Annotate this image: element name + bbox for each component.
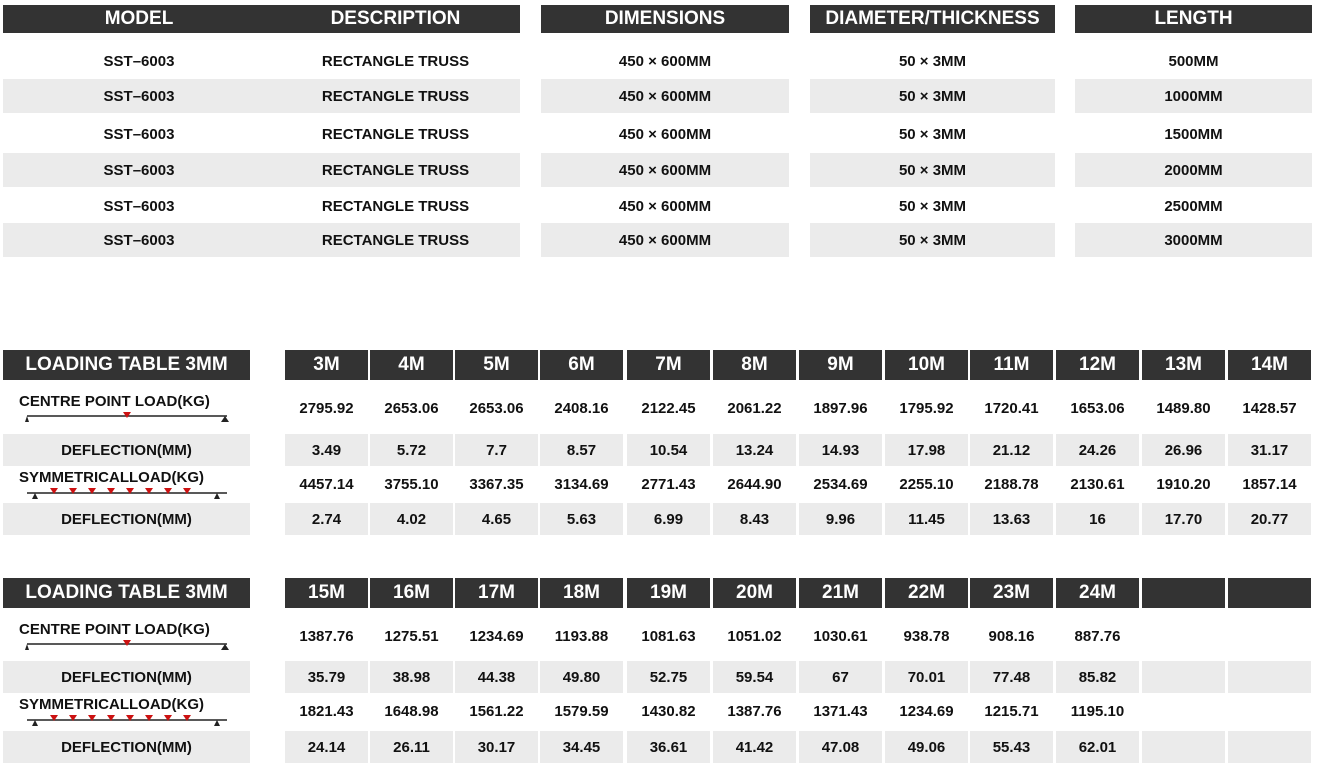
value-cell: 2771.43 bbox=[641, 475, 696, 493]
span-header bbox=[1142, 578, 1225, 608]
spec-cell: 2000MM bbox=[1075, 153, 1312, 187]
value-cell: 9.96 bbox=[799, 503, 882, 535]
spec-cell: RECTANGLE TRUSS bbox=[321, 125, 470, 143]
span-header: 21M bbox=[799, 578, 882, 608]
span-header: 24M bbox=[1056, 578, 1139, 608]
row-label: DEFLECTION(MM) bbox=[3, 661, 250, 693]
value-cell: 1430.82 bbox=[641, 702, 696, 720]
row-label: SYMMETRICALLOAD(KG) bbox=[19, 469, 204, 486]
span-header: 18M bbox=[540, 578, 623, 608]
value-cell: 1489.80 bbox=[1156, 399, 1211, 417]
spec-cell: SST–6003 bbox=[103, 125, 175, 143]
value-cell: 1371.43 bbox=[813, 702, 868, 720]
value-cell: 13.24 bbox=[713, 434, 796, 466]
value-cell: 49.06 bbox=[885, 731, 968, 763]
spec-cell: RECTANGLE TRUSS bbox=[271, 153, 520, 187]
row-label: CENTRE POINT LOAD(KG) bbox=[19, 621, 210, 638]
span-header: 22M bbox=[885, 578, 968, 608]
value-cell: 3134.69 bbox=[554, 475, 609, 493]
value-cell: 26.11 bbox=[370, 731, 453, 763]
spec-cell: 1000MM bbox=[1075, 79, 1312, 113]
value-cell bbox=[1228, 731, 1311, 763]
span-header: 11M bbox=[970, 350, 1053, 380]
spec-cell: RECTANGLE TRUSS bbox=[271, 223, 520, 257]
value-cell: 62.01 bbox=[1056, 731, 1139, 763]
spec-cell: SST–6003 bbox=[103, 52, 175, 70]
span-header: 9M bbox=[799, 350, 882, 380]
value-cell: 36.61 bbox=[627, 731, 710, 763]
spec-header-1: DESCRIPTION bbox=[271, 5, 520, 33]
spec-cell: 450 × 600MM bbox=[541, 79, 789, 113]
value-cell: 1579.59 bbox=[554, 702, 609, 720]
value-cell: 26.96 bbox=[1142, 434, 1225, 466]
value-cell: 17.98 bbox=[885, 434, 968, 466]
value-cell: 10.54 bbox=[627, 434, 710, 466]
value-cell: 1387.76 bbox=[727, 702, 782, 720]
value-cell bbox=[1228, 620, 1311, 652]
value-cell: 14.93 bbox=[799, 434, 882, 466]
value-cell: 2644.90 bbox=[727, 475, 782, 493]
value-cell: 1648.98 bbox=[384, 702, 439, 720]
value-cell bbox=[1228, 695, 1311, 727]
value-cell: 17.70 bbox=[1142, 503, 1225, 535]
value-cell: 887.76 bbox=[1074, 627, 1121, 645]
value-cell: 1821.43 bbox=[299, 702, 354, 720]
spec-cell: SST–6003 bbox=[3, 153, 275, 187]
value-cell: 1795.92 bbox=[899, 399, 954, 417]
value-cell: 4457.14 bbox=[299, 475, 354, 493]
span-header: 13M bbox=[1142, 350, 1225, 380]
value-cell bbox=[1228, 661, 1311, 693]
value-cell: 1428.57 bbox=[1242, 399, 1297, 417]
spec-cell: RECTANGLE TRUSS bbox=[271, 79, 520, 113]
span-header: 16M bbox=[370, 578, 453, 608]
value-cell: 8.43 bbox=[713, 503, 796, 535]
value-cell: 35.79 bbox=[285, 661, 368, 693]
value-cell: 2130.61 bbox=[1070, 475, 1125, 493]
span-header: 12M bbox=[1056, 350, 1139, 380]
value-cell: 1653.06 bbox=[1070, 399, 1125, 417]
spec-cell: 450 × 600MM bbox=[541, 223, 789, 257]
value-cell: 3755.10 bbox=[384, 475, 439, 493]
span-header: 10M bbox=[885, 350, 968, 380]
value-cell: 1387.76 bbox=[299, 627, 354, 645]
value-cell: 1215.71 bbox=[984, 702, 1039, 720]
value-cell: 1193.88 bbox=[554, 627, 609, 645]
span-header: 20M bbox=[713, 578, 796, 608]
row-label: DEFLECTION(MM) bbox=[3, 731, 250, 763]
value-cell: 4.65 bbox=[455, 503, 538, 535]
value-cell: 6.99 bbox=[627, 503, 710, 535]
spec-cell: 50 × 3MM bbox=[898, 197, 967, 215]
value-cell: 24.26 bbox=[1056, 434, 1139, 466]
value-cell: 85.82 bbox=[1056, 661, 1139, 693]
value-cell: 21.12 bbox=[970, 434, 1053, 466]
value-cell: 34.45 bbox=[540, 731, 623, 763]
symmetrical-load-icon bbox=[22, 715, 232, 727]
value-cell: 2653.06 bbox=[384, 399, 439, 417]
value-cell: 4.02 bbox=[370, 503, 453, 535]
centre-point-load-icon bbox=[22, 412, 232, 422]
value-cell: 938.78 bbox=[903, 627, 950, 645]
value-cell: 1910.20 bbox=[1156, 475, 1211, 493]
spec-cell: 50 × 3MM bbox=[810, 153, 1055, 187]
centre-point-load-icon bbox=[22, 640, 232, 650]
span-header: 14M bbox=[1228, 350, 1311, 380]
value-cell: 20.77 bbox=[1228, 503, 1311, 535]
span-header: 7M bbox=[627, 350, 710, 380]
value-cell: 2408.16 bbox=[554, 399, 609, 417]
spec-cell: 450 × 600MM bbox=[541, 153, 789, 187]
value-cell: 1234.69 bbox=[469, 627, 524, 645]
span-header: 8M bbox=[713, 350, 796, 380]
value-cell: 8.57 bbox=[540, 434, 623, 466]
value-cell: 1561.22 bbox=[469, 702, 524, 720]
value-cell: 2255.10 bbox=[899, 475, 954, 493]
value-cell bbox=[1142, 661, 1225, 693]
spec-header-0: MODEL bbox=[3, 5, 275, 33]
value-cell: 2188.78 bbox=[984, 475, 1039, 493]
spec-cell: 500MM bbox=[1168, 52, 1219, 70]
row-label: DEFLECTION(MM) bbox=[3, 434, 250, 466]
value-cell: 31.17 bbox=[1228, 434, 1311, 466]
span-header: 5M bbox=[455, 350, 538, 380]
spec-cell: SST–6003 bbox=[3, 79, 275, 113]
spec-cell: 450 × 600MM bbox=[618, 52, 712, 70]
value-cell: 59.54 bbox=[713, 661, 796, 693]
value-cell: 52.75 bbox=[627, 661, 710, 693]
span-header: 19M bbox=[627, 578, 710, 608]
span-header: 17M bbox=[455, 578, 538, 608]
span-header: 3M bbox=[285, 350, 368, 380]
value-cell: 5.63 bbox=[540, 503, 623, 535]
value-cell: 77.48 bbox=[970, 661, 1053, 693]
value-cell: 1051.02 bbox=[727, 627, 782, 645]
row-label: DEFLECTION(MM) bbox=[3, 503, 250, 535]
spec-cell: 50 × 3MM bbox=[898, 52, 967, 70]
loading-table-title: LOADING TABLE 3MM bbox=[3, 578, 250, 608]
spec-header-4: LENGTH bbox=[1075, 5, 1312, 33]
span-header bbox=[1228, 578, 1311, 608]
spec-cell: 2500MM bbox=[1164, 197, 1223, 215]
row-label: CENTRE POINT LOAD(KG) bbox=[19, 393, 210, 410]
spec-cell: RECTANGLE TRUSS bbox=[321, 197, 470, 215]
value-cell: 11.45 bbox=[885, 503, 968, 535]
value-cell: 2795.92 bbox=[299, 399, 354, 417]
value-cell: 2122.45 bbox=[641, 399, 696, 417]
value-cell: 49.80 bbox=[540, 661, 623, 693]
value-cell: 47.08 bbox=[799, 731, 882, 763]
span-header: 4M bbox=[370, 350, 453, 380]
value-cell: 908.16 bbox=[988, 627, 1035, 645]
span-header: 15M bbox=[285, 578, 368, 608]
spec-cell: SST–6003 bbox=[3, 223, 275, 257]
spec-cell: RECTANGLE TRUSS bbox=[321, 52, 470, 70]
spec-header-2: DIMENSIONS bbox=[541, 5, 789, 33]
value-cell: 1030.61 bbox=[813, 627, 868, 645]
value-cell: 44.38 bbox=[455, 661, 538, 693]
value-cell: 70.01 bbox=[885, 661, 968, 693]
value-cell: 1195.10 bbox=[1070, 702, 1125, 720]
value-cell: 7.7 bbox=[455, 434, 538, 466]
value-cell: 1857.14 bbox=[1242, 475, 1297, 493]
symmetrical-load-icon bbox=[22, 488, 232, 500]
value-cell: 41.42 bbox=[713, 731, 796, 763]
value-cell: 1897.96 bbox=[813, 399, 868, 417]
value-cell: 2653.06 bbox=[469, 399, 524, 417]
value-cell: 1081.63 bbox=[641, 627, 696, 645]
spec-cell: 450 × 600MM bbox=[618, 125, 712, 143]
spec-cell: 50 × 3MM bbox=[810, 79, 1055, 113]
value-cell: 5.72 bbox=[370, 434, 453, 466]
value-cell: 67 bbox=[799, 661, 882, 693]
spec-cell: 50 × 3MM bbox=[898, 125, 967, 143]
value-cell: 1275.51 bbox=[384, 627, 439, 645]
value-cell: 30.17 bbox=[455, 731, 538, 763]
value-cell: 1720.41 bbox=[984, 399, 1039, 417]
row-label: SYMMETRICALLOAD(KG) bbox=[19, 696, 204, 713]
value-cell: 2534.69 bbox=[813, 475, 868, 493]
value-cell: 2061.22 bbox=[727, 399, 782, 417]
span-header: 6M bbox=[540, 350, 623, 380]
spec-header-3: DIAMETER/THICKNESS bbox=[810, 5, 1055, 33]
spec-cell: 1500MM bbox=[1164, 125, 1223, 143]
spec-cell: 50 × 3MM bbox=[810, 223, 1055, 257]
value-cell bbox=[1142, 620, 1225, 652]
value-cell bbox=[1142, 731, 1225, 763]
spec-cell: SST–6003 bbox=[103, 197, 175, 215]
value-cell: 1234.69 bbox=[899, 702, 954, 720]
value-cell: 24.14 bbox=[285, 731, 368, 763]
value-cell bbox=[1142, 695, 1225, 727]
spec-cell: 450 × 600MM bbox=[618, 197, 712, 215]
loading-table-title: LOADING TABLE 3MM bbox=[3, 350, 250, 380]
span-header: 23M bbox=[970, 578, 1053, 608]
value-cell: 55.43 bbox=[970, 731, 1053, 763]
value-cell: 16 bbox=[1056, 503, 1139, 535]
value-cell: 2.74 bbox=[285, 503, 368, 535]
spec-cell: 3000MM bbox=[1075, 223, 1312, 257]
value-cell: 38.98 bbox=[370, 661, 453, 693]
value-cell: 13.63 bbox=[970, 503, 1053, 535]
value-cell: 3367.35 bbox=[469, 475, 524, 493]
value-cell: 3.49 bbox=[285, 434, 368, 466]
